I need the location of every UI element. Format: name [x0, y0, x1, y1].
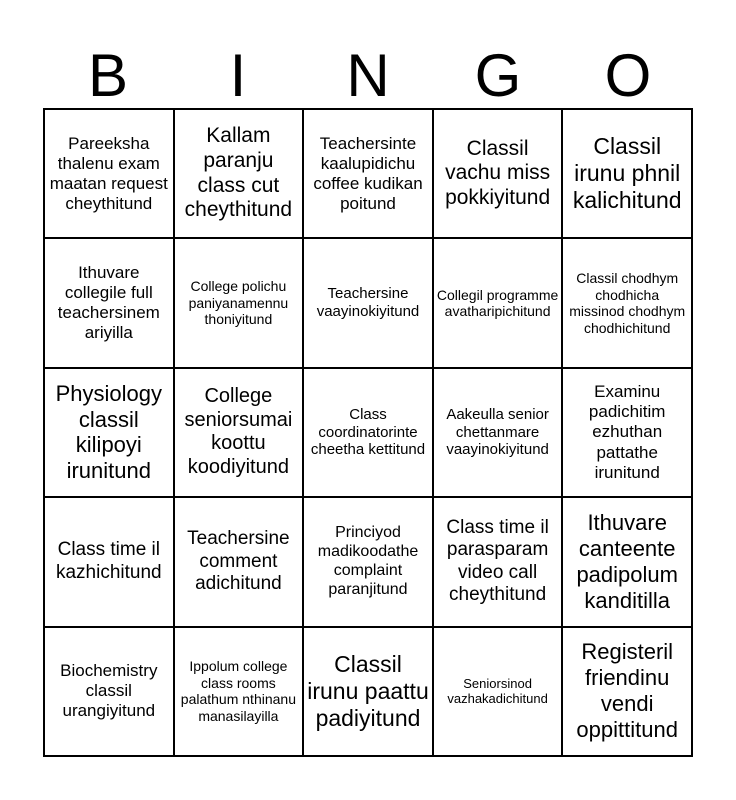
bingo-board [43, 108, 693, 757]
header-letter-n: N [346, 42, 390, 109]
bingo-cell[interactable]: College seniorsumai koottu koodiyitund [174, 368, 304, 497]
bingo-cell[interactable]: Pareeksha thalenu exam maatan request cheythitund [44, 109, 174, 238]
header-letter-i: I [229, 42, 247, 109]
bingo-cell[interactable]: Seniorsinod vazhakadichitund [433, 627, 563, 756]
bingo-cell[interactable]: Teachersine vaayinokiyitund [303, 238, 433, 367]
bingo-cell[interactable]: Biochemistry classil urangiyitund [44, 627, 174, 756]
bingo-cell[interactable]: Classil chodhym chodhicha missinod chodhym chodhichitund [562, 238, 692, 367]
bingo-cell[interactable]: College polichu paniyanamennu thoniyitund [174, 238, 304, 367]
header-letter-g: G [474, 42, 522, 109]
header-letter-b: B [87, 42, 129, 109]
header-letter-o: O [604, 42, 652, 109]
bingo-cell[interactable]: Class time il kazhichitund [44, 497, 174, 626]
bingo-cell[interactable]: Examinu padichitim ezhuthan pattathe irunitund [562, 368, 692, 497]
bingo-cell[interactable]: Class coordinatorinte cheetha kettitund [303, 368, 433, 497]
bingo-cell[interactable]: Teachersinte kaalupidichu coffee kudikan poitund [303, 109, 433, 238]
bingo-header [43, 40, 693, 108]
bingo-cell[interactable]: Classil vachu miss pokkiyitund [433, 109, 563, 238]
bingo-cell[interactable]: Classil irunu paattu padiyitund [303, 627, 433, 756]
bingo-cell[interactable]: Classil irunu phnil kalichitund [562, 109, 692, 238]
bingo-cell[interactable]: Class time il parasparam video call cheythitund [433, 497, 563, 626]
bingo-cell[interactable]: Princiyod madikoodathe complaint paranjitund [303, 497, 433, 626]
bingo-cell[interactable]: Aakeulla senior chettanmare vaayinokiyitund [433, 368, 563, 497]
bingo-cell[interactable]: Kallam paranju class cut cheythitund [174, 109, 304, 238]
bingo-cell[interactable]: Ithuvare collegile full teachersinem ariyilla [44, 238, 174, 367]
bingo-cell[interactable]: Registeril friendinu vendi oppittitund [562, 627, 692, 756]
bingo-cell[interactable]: Teachersine comment adichitund [174, 497, 304, 626]
bingo-cell[interactable]: Physiology classil kilipoyi irunitund [44, 368, 174, 497]
bingo-cell[interactable]: Collegil programme avatharipichitund [433, 238, 563, 367]
bingo-cell[interactable]: Ithuvare canteente padipolum kanditilla [562, 497, 692, 626]
bingo-cell[interactable]: Ippolum college class rooms palathum nthinanu manasilayilla [174, 627, 304, 756]
